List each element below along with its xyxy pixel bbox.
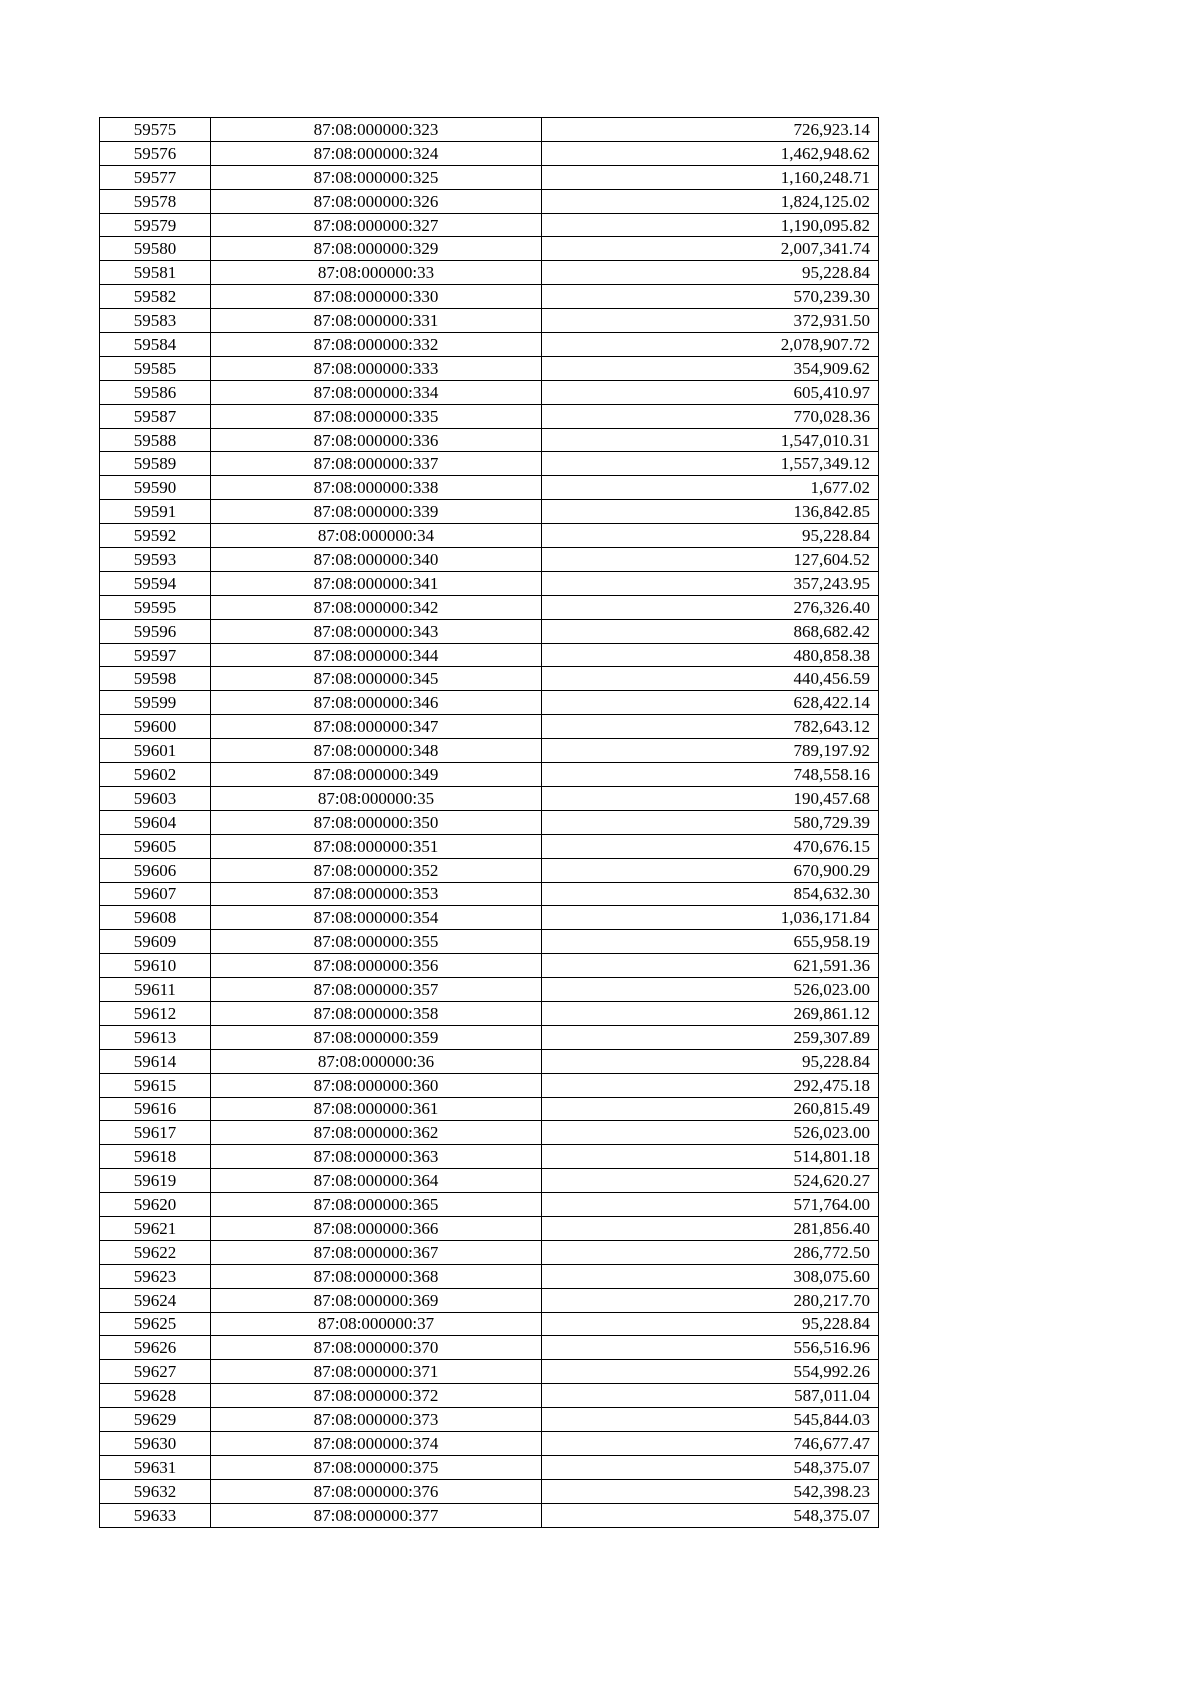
table-row [100, 165, 879, 189]
cadastral-number-cell: 87:08:000000:333 [211, 356, 542, 380]
row-number-cell: 59628 [100, 1384, 211, 1408]
cadastral-number-cell: 87:08:000000:369 [211, 1288, 542, 1312]
row-number-cell: 59612 [100, 1001, 211, 1025]
value-cell: 1,036,171.84 [542, 906, 879, 930]
value-cell: 526,023.00 [542, 1121, 879, 1145]
row-number-cell: 59605 [100, 834, 211, 858]
table-row [100, 1169, 879, 1193]
row-number-cell: 59620 [100, 1193, 211, 1217]
table-row [100, 715, 879, 739]
row-number-cell: 59618 [100, 1145, 211, 1169]
cadastral-number-cell: 87:08:000000:356 [211, 954, 542, 978]
row-number-cell: 59633 [100, 1503, 211, 1527]
cadastral-number-cell: 87:08:000000:362 [211, 1121, 542, 1145]
table-row [100, 906, 879, 930]
value-cell: 621,591.36 [542, 954, 879, 978]
table-row [100, 452, 879, 476]
cadastral-number-cell: 87:08:000000:357 [211, 978, 542, 1002]
row-number-cell: 59590 [100, 476, 211, 500]
cadastral-number-cell: 87:08:000000:351 [211, 834, 542, 858]
row-number-cell: 59589 [100, 452, 211, 476]
value-cell: 770,028.36 [542, 404, 879, 428]
value-cell: 260,815.49 [542, 1097, 879, 1121]
cadastral-number-cell: 87:08:000000:337 [211, 452, 542, 476]
table-row [100, 333, 879, 357]
registry-table [99, 117, 879, 1528]
cadastral-number-cell: 87:08:000000:339 [211, 500, 542, 524]
table-row [100, 380, 879, 404]
table-row [100, 619, 879, 643]
cadastral-number-cell: 87:08:000000:377 [211, 1503, 542, 1527]
row-number-cell: 59616 [100, 1097, 211, 1121]
table-row [100, 1408, 879, 1432]
value-cell: 136,842.85 [542, 500, 879, 524]
cadastral-number-cell: 87:08:000000:352 [211, 858, 542, 882]
table-row [100, 930, 879, 954]
table-row [100, 1288, 879, 1312]
row-number-cell: 59613 [100, 1025, 211, 1049]
value-cell: 480,858.38 [542, 643, 879, 667]
cadastral-number-cell: 87:08:000000:34 [211, 524, 542, 548]
table-row [100, 476, 879, 500]
table-row [100, 954, 879, 978]
value-cell: 280,217.70 [542, 1288, 879, 1312]
row-number-cell: 59614 [100, 1049, 211, 1073]
value-cell: 670,900.29 [542, 858, 879, 882]
cadastral-number-cell: 87:08:000000:327 [211, 213, 542, 237]
registry-table-body [100, 118, 879, 1528]
table-row [100, 1145, 879, 1169]
row-number-cell: 59631 [100, 1455, 211, 1479]
table-row [100, 309, 879, 333]
value-cell: 276,326.40 [542, 595, 879, 619]
row-number-cell: 59632 [100, 1479, 211, 1503]
cadastral-number-cell: 87:08:000000:334 [211, 380, 542, 404]
value-cell: 127,604.52 [542, 548, 879, 572]
value-cell: 868,682.42 [542, 619, 879, 643]
value-cell: 95,228.84 [542, 1049, 879, 1073]
cadastral-number-cell: 87:08:000000:342 [211, 595, 542, 619]
cadastral-number-cell: 87:08:000000:348 [211, 739, 542, 763]
row-number-cell: 59622 [100, 1240, 211, 1264]
table-row [100, 285, 879, 309]
value-cell: 1,557,349.12 [542, 452, 879, 476]
row-number-cell: 59617 [100, 1121, 211, 1145]
table-row [100, 739, 879, 763]
table-row [100, 643, 879, 667]
row-number-cell: 59609 [100, 930, 211, 954]
table-row [100, 189, 879, 213]
cadastral-number-cell: 87:08:000000:367 [211, 1240, 542, 1264]
table-row [100, 667, 879, 691]
cadastral-number-cell: 87:08:000000:332 [211, 333, 542, 357]
cadastral-number-cell: 87:08:000000:33 [211, 261, 542, 285]
value-cell: 524,620.27 [542, 1169, 879, 1193]
value-cell: 372,931.50 [542, 309, 879, 333]
value-cell: 789,197.92 [542, 739, 879, 763]
cadastral-number-cell: 87:08:000000:366 [211, 1216, 542, 1240]
value-cell: 580,729.39 [542, 810, 879, 834]
value-cell: 354,909.62 [542, 356, 879, 380]
row-number-cell: 59615 [100, 1073, 211, 1097]
cadastral-number-cell: 87:08:000000:349 [211, 763, 542, 787]
row-number-cell: 59625 [100, 1312, 211, 1336]
cadastral-number-cell: 87:08:000000:365 [211, 1193, 542, 1217]
value-cell: 440,456.59 [542, 667, 879, 691]
cadastral-number-cell: 87:08:000000:338 [211, 476, 542, 500]
cadastral-number-cell: 87:08:000000:368 [211, 1264, 542, 1288]
row-number-cell: 59578 [100, 189, 211, 213]
cadastral-number-cell: 87:08:000000:353 [211, 882, 542, 906]
value-cell: 545,844.03 [542, 1408, 879, 1432]
cadastral-number-cell: 87:08:000000:372 [211, 1384, 542, 1408]
row-number-cell: 59603 [100, 786, 211, 810]
table-row [100, 428, 879, 452]
row-number-cell: 59580 [100, 237, 211, 261]
table-row [100, 1264, 879, 1288]
cadastral-number-cell: 87:08:000000:335 [211, 404, 542, 428]
row-number-cell: 59624 [100, 1288, 211, 1312]
table-row [100, 1455, 879, 1479]
table-row [100, 691, 879, 715]
table-row [100, 882, 879, 906]
table-row [100, 500, 879, 524]
table-row [100, 858, 879, 882]
cadastral-number-cell: 87:08:000000:358 [211, 1001, 542, 1025]
row-number-cell: 59596 [100, 619, 211, 643]
cadastral-number-cell: 87:08:000000:355 [211, 930, 542, 954]
row-number-cell: 59597 [100, 643, 211, 667]
cadastral-number-cell: 87:08:000000:323 [211, 118, 542, 142]
table-row [100, 524, 879, 548]
table-row [100, 213, 879, 237]
value-cell: 269,861.12 [542, 1001, 879, 1025]
row-number-cell: 59576 [100, 141, 211, 165]
row-number-cell: 59595 [100, 595, 211, 619]
table-row [100, 1001, 879, 1025]
table-row [100, 978, 879, 1002]
value-cell: 190,457.68 [542, 786, 879, 810]
row-number-cell: 59611 [100, 978, 211, 1002]
table-row [100, 1193, 879, 1217]
row-number-cell: 59583 [100, 309, 211, 333]
value-cell: 571,764.00 [542, 1193, 879, 1217]
table-row [100, 763, 879, 787]
value-cell: 514,801.18 [542, 1145, 879, 1169]
row-number-cell: 59602 [100, 763, 211, 787]
row-number-cell: 59591 [100, 500, 211, 524]
value-cell: 1,824,125.02 [542, 189, 879, 213]
row-number-cell: 59623 [100, 1264, 211, 1288]
cadastral-number-cell: 87:08:000000:331 [211, 309, 542, 333]
value-cell: 281,856.40 [542, 1216, 879, 1240]
row-number-cell: 59594 [100, 571, 211, 595]
table-row [100, 1240, 879, 1264]
row-number-cell: 59577 [100, 165, 211, 189]
table-row [100, 1384, 879, 1408]
table-row [100, 1336, 879, 1360]
value-cell: 526,023.00 [542, 978, 879, 1002]
value-cell: 470,676.15 [542, 834, 879, 858]
cadastral-number-cell: 87:08:000000:37 [211, 1312, 542, 1336]
row-number-cell: 59593 [100, 548, 211, 572]
cadastral-number-cell: 87:08:000000:325 [211, 165, 542, 189]
table-row [100, 834, 879, 858]
row-number-cell: 59581 [100, 261, 211, 285]
cadastral-number-cell: 87:08:000000:373 [211, 1408, 542, 1432]
value-cell: 259,307.89 [542, 1025, 879, 1049]
row-number-cell: 59621 [100, 1216, 211, 1240]
value-cell: 554,992.26 [542, 1360, 879, 1384]
table-row [100, 1049, 879, 1073]
table-row [100, 1216, 879, 1240]
cadastral-number-cell: 87:08:000000:36 [211, 1049, 542, 1073]
row-number-cell: 59608 [100, 906, 211, 930]
row-number-cell: 59627 [100, 1360, 211, 1384]
cadastral-number-cell: 87:08:000000:363 [211, 1145, 542, 1169]
value-cell: 570,239.30 [542, 285, 879, 309]
cadastral-number-cell: 87:08:000000:375 [211, 1455, 542, 1479]
cadastral-number-cell: 87:08:000000:376 [211, 1479, 542, 1503]
table-row [100, 356, 879, 380]
table-row [100, 1097, 879, 1121]
row-number-cell: 59606 [100, 858, 211, 882]
value-cell: 542,398.23 [542, 1479, 879, 1503]
value-cell: 95,228.84 [542, 261, 879, 285]
row-number-cell: 59586 [100, 380, 211, 404]
row-number-cell: 59629 [100, 1408, 211, 1432]
value-cell: 726,923.14 [542, 118, 879, 142]
cadastral-number-cell: 87:08:000000:374 [211, 1431, 542, 1455]
cadastral-number-cell: 87:08:000000:326 [211, 189, 542, 213]
row-number-cell: 59619 [100, 1169, 211, 1193]
table-row [100, 404, 879, 428]
row-number-cell: 59601 [100, 739, 211, 763]
table-row [100, 1360, 879, 1384]
value-cell: 782,643.12 [542, 715, 879, 739]
cadastral-number-cell: 87:08:000000:330 [211, 285, 542, 309]
table-row [100, 786, 879, 810]
row-number-cell: 59585 [100, 356, 211, 380]
value-cell: 587,011.04 [542, 1384, 879, 1408]
table-row [100, 1121, 879, 1145]
row-number-cell: 59584 [100, 333, 211, 357]
cadastral-number-cell: 87:08:000000:324 [211, 141, 542, 165]
row-number-cell: 59592 [100, 524, 211, 548]
cadastral-number-cell: 87:08:000000:336 [211, 428, 542, 452]
row-number-cell: 59604 [100, 810, 211, 834]
row-number-cell: 59626 [100, 1336, 211, 1360]
row-number-cell: 59607 [100, 882, 211, 906]
value-cell: 357,243.95 [542, 571, 879, 595]
row-number-cell: 59575 [100, 118, 211, 142]
cadastral-number-cell: 87:08:000000:359 [211, 1025, 542, 1049]
cadastral-number-cell: 87:08:000000:345 [211, 667, 542, 691]
cadastral-number-cell: 87:08:000000:360 [211, 1073, 542, 1097]
table-row [100, 1503, 879, 1527]
table-row [100, 548, 879, 572]
row-number-cell: 59600 [100, 715, 211, 739]
value-cell: 628,422.14 [542, 691, 879, 715]
row-number-cell: 59599 [100, 691, 211, 715]
table-row [100, 1312, 879, 1336]
value-cell: 1,547,010.31 [542, 428, 879, 452]
value-cell: 2,007,341.74 [542, 237, 879, 261]
table-row [100, 571, 879, 595]
value-cell: 292,475.18 [542, 1073, 879, 1097]
value-cell: 308,075.60 [542, 1264, 879, 1288]
value-cell: 286,772.50 [542, 1240, 879, 1264]
table-row [100, 118, 879, 142]
cadastral-number-cell: 87:08:000000:329 [211, 237, 542, 261]
table-row [100, 1073, 879, 1097]
table-row [100, 1431, 879, 1455]
row-number-cell: 59579 [100, 213, 211, 237]
value-cell: 95,228.84 [542, 524, 879, 548]
cadastral-number-cell: 87:08:000000:343 [211, 619, 542, 643]
value-cell: 746,677.47 [542, 1431, 879, 1455]
value-cell: 655,958.19 [542, 930, 879, 954]
cadastral-number-cell: 87:08:000000:371 [211, 1360, 542, 1384]
table-row [100, 810, 879, 834]
value-cell: 2,078,907.72 [542, 333, 879, 357]
cadastral-number-cell: 87:08:000000:370 [211, 1336, 542, 1360]
table-row [100, 1479, 879, 1503]
table-row [100, 1025, 879, 1049]
cadastral-number-cell: 87:08:000000:347 [211, 715, 542, 739]
value-cell: 556,516.96 [542, 1336, 879, 1360]
row-number-cell: 59588 [100, 428, 211, 452]
value-cell: 1,462,948.62 [542, 141, 879, 165]
cadastral-number-cell: 87:08:000000:341 [211, 571, 542, 595]
row-number-cell: 59582 [100, 285, 211, 309]
cadastral-number-cell: 87:08:000000:364 [211, 1169, 542, 1193]
value-cell: 1,190,095.82 [542, 213, 879, 237]
row-number-cell: 59610 [100, 954, 211, 978]
value-cell: 548,375.07 [542, 1503, 879, 1527]
value-cell: 854,632.30 [542, 882, 879, 906]
cadastral-number-cell: 87:08:000000:354 [211, 906, 542, 930]
table-row [100, 261, 879, 285]
value-cell: 548,375.07 [542, 1455, 879, 1479]
cadastral-number-cell: 87:08:000000:35 [211, 786, 542, 810]
table-row [100, 595, 879, 619]
row-number-cell: 59598 [100, 667, 211, 691]
cadastral-number-cell: 87:08:000000:344 [211, 643, 542, 667]
value-cell: 1,677.02 [542, 476, 879, 500]
cadastral-number-cell: 87:08:000000:346 [211, 691, 542, 715]
cadastral-number-cell: 87:08:000000:350 [211, 810, 542, 834]
cadastral-number-cell: 87:08:000000:361 [211, 1097, 542, 1121]
value-cell: 748,558.16 [542, 763, 879, 787]
value-cell: 1,160,248.71 [542, 165, 879, 189]
row-number-cell: 59587 [100, 404, 211, 428]
row-number-cell: 59630 [100, 1431, 211, 1455]
table-row [100, 141, 879, 165]
value-cell: 95,228.84 [542, 1312, 879, 1336]
value-cell: 605,410.97 [542, 380, 879, 404]
cadastral-number-cell: 87:08:000000:340 [211, 548, 542, 572]
table-row [100, 237, 879, 261]
